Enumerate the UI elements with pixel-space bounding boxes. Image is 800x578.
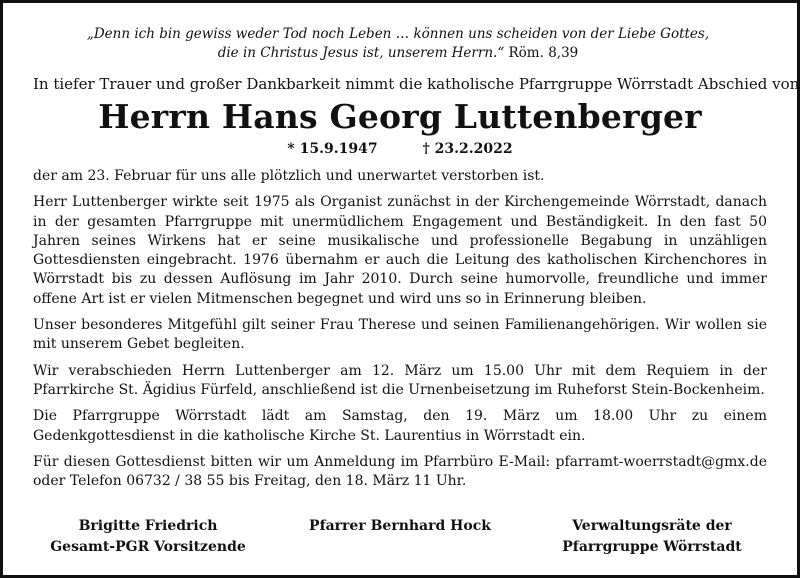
paragraph-biography: Herr Luttenberger wirkte seit 1975 als Organist zunächst in der Kirchengemeinde Wörrstadt, danach in der gesamten Pfarrgruppe mit unermüdlichem Engagement und Beständigkeit. In den fast 50 Jahren seines Wirkens hat er seine musikalische und professionelle Begabung in unzähligen Gottesdiensten eingebracht. 1976 übernahm er auch die Leitung des katholischen Kirchenchores in Wörrstadt bis zu dessen Auflösung im Jahr 2010. Durch seine humorvolle, freundliche und immer offene Art ist er vielen Mitmenschen begegnet und wird uns so in Erinnerung bleiben. <box>33 194 767 307</box>
paragraph-requiem: Wir verabschieden Herrn Luttenberger am 12. März um 15.00 Uhr mit dem Requiem in der Pfarrkirche St. Ägidius Fürfeld, anschließend ist die Urnenbeisetzung im Ruheforst Stein-Bockenheim. <box>33 362 767 398</box>
signature-right-line-2: Pfarrgruppe Wörrstadt <box>562 539 742 555</box>
quote-reference: Röm. 8,39 <box>508 45 579 61</box>
signature-right <box>537 516 767 558</box>
signature-left <box>33 516 263 558</box>
death-date: † 23.2.2022 <box>422 141 513 157</box>
signature-right-line-1: Verwaltungsräte der <box>572 518 732 534</box>
signature-left-name: Brigitte Friedrich <box>78 518 218 534</box>
birth-date: * 15.9.1947 <box>287 141 378 157</box>
quote-line-1: „Denn ich bin gewiss weder Tod noch Leben … können uns scheiden von der Liebe Gottes, <box>86 26 710 42</box>
signature-center <box>285 516 515 558</box>
signature-center-name: Pfarrer Bernhard Hock <box>309 518 491 534</box>
paragraph-passing: der am 23. Februar für uns alle plötzlich und unerwartet verstorben ist. <box>33 168 545 184</box>
paragraph-memorial-service: Die Pfarrgruppe Wörrstadt lädt am Samstag, den 19. März um 18.00 Uhr zu einem Gedenkgottesdienst in die katholische Kirche St. Laurentius in Wörrstadt ein. <box>33 408 767 444</box>
paragraph-registration: Für diesen Gottesdienst bitten wir um Anmeldung im Pfarrbüro E-Mail: pfarramt-woerrstadt@gmx.de oder Telefon 06732 / 38 55 bis Freitag, den 18. März 11 Uhr. <box>33 453 767 490</box>
signatures <box>33 516 767 558</box>
intro-text: In tiefer Trauer und großer Dankbarkeit nimmt die katholische Pfarrgruppe Wörrstadt Abschied von <box>33 75 800 93</box>
life-dates <box>33 138 767 160</box>
bible-quote <box>33 25 763 63</box>
signature-left-role: Gesamt-PGR Vorsitzende <box>50 539 246 555</box>
quote-line-2 <box>33 44 763 63</box>
paragraph-condolences: Unser besonderes Mitgefühl gilt seiner Frau Therese und seinen Familienangehörigen. Wir wollen sie mit unserem Gebet begleiten. <box>33 317 767 353</box>
quote-line-2-text: die in Christus Jesus ist, unserem Herrn.“ <box>217 45 505 61</box>
deceased-name: Herrn Hans Georg Luttenberger <box>98 97 702 136</box>
